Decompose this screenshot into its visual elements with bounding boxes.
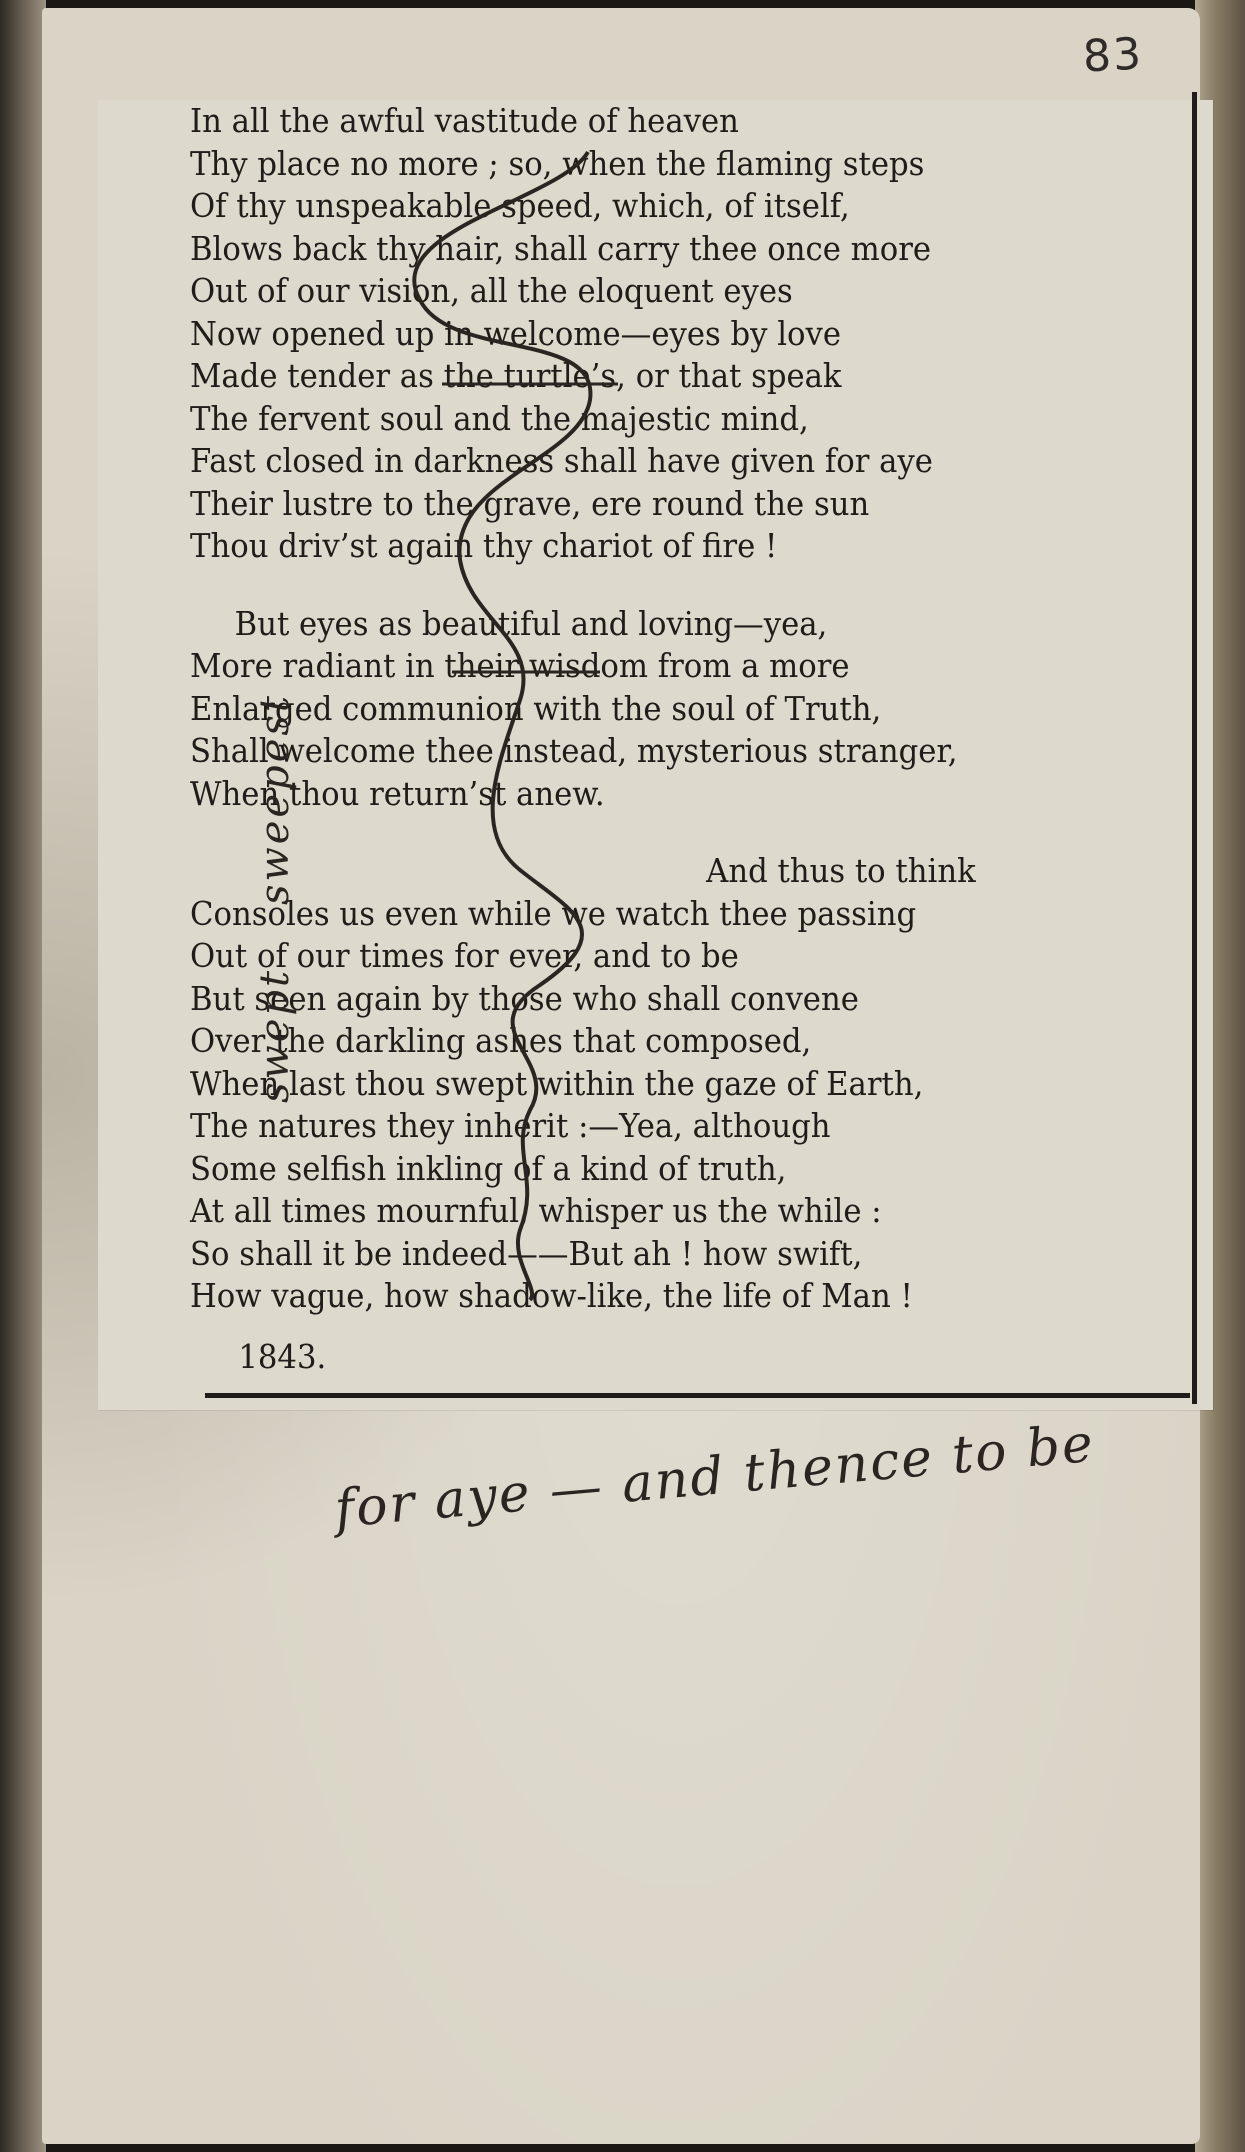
poem-line: Some selfish inkling of a kind of truth, — [190, 1148, 787, 1188]
poem-text — [190, 100, 1120, 1378]
stanza-gap — [190, 568, 1120, 603]
poem-line: Blows back thy hair, shall carry thee once more — [190, 228, 932, 268]
poem-line: Thou driv’st again thy chariot of fire ! — [190, 526, 778, 565]
poem-line: Made tender as the turtle’s, or that speak — [190, 356, 842, 395]
poem-line: Enlarged communion with the soul of Truth, — [190, 688, 882, 728]
poem-line: But seen again by those who shall convene — [190, 978, 859, 1018]
poem-line: Out of our times for ever, and to be — [190, 936, 739, 975]
handwritten-correction: for aye — and thence to be — [332, 1413, 1098, 1540]
poem-line: Out of our vision, all the eloquent eyes — [190, 271, 793, 310]
stanza-gap — [190, 815, 1120, 850]
poem-line: The natures they inherit :—Yea, although — [190, 1106, 831, 1145]
poem-line: Their lustre to the grave, ere round the sun — [190, 483, 870, 523]
poem-line: Consoles us even while we watch thee passing — [190, 893, 917, 933]
poem-line: How vague, how shadow-like, the life of Man ! — [190, 1276, 913, 1315]
poem-line: But eyes as beautiful and loving—yea, — [234, 603, 828, 643]
poem-line: At all times mournful, whisper us the while : — [190, 1191, 882, 1230]
poem-line: And thus to think — [706, 851, 976, 890]
book-binding-edge — [0, 0, 46, 2152]
poem-line: The fervent soul and the majestic mind, — [190, 398, 809, 438]
clipping-right-rule — [1192, 92, 1197, 1404]
clipping-bottom-rule — [205, 1393, 1190, 1398]
poem-year: 1843. — [238, 1336, 327, 1376]
poem-line: Of thy unspeakable speed, which, of itself, — [190, 186, 850, 225]
poem-line: More radiant in their wisdom from a more — [190, 646, 850, 685]
poem-line: When last thou swept within the gaze of Earth, — [190, 1063, 924, 1103]
page-number: 83 — [1081, 28, 1145, 83]
poem-line: Thy place no more ; so, when the flaming steps — [190, 143, 925, 183]
poem-line: Now opened up in welcome—eyes by love — [190, 313, 842, 353]
margin-note-text: swept sweepest — [252, 693, 298, 1103]
poem-line: Shall welcome thee instead, mysterious stranger, — [190, 731, 958, 770]
poem-line: In all the awful vastitude of heaven — [190, 101, 739, 140]
poem-line: Fast closed in darkness shall have given for aye — [190, 441, 933, 480]
poem-line: So shall it be indeed——But ah ! how swift, — [190, 1233, 863, 1273]
poem-line: Over the darkling ashes that composed, — [190, 1021, 812, 1060]
poem-line: When thou return’st anew. — [190, 773, 605, 813]
